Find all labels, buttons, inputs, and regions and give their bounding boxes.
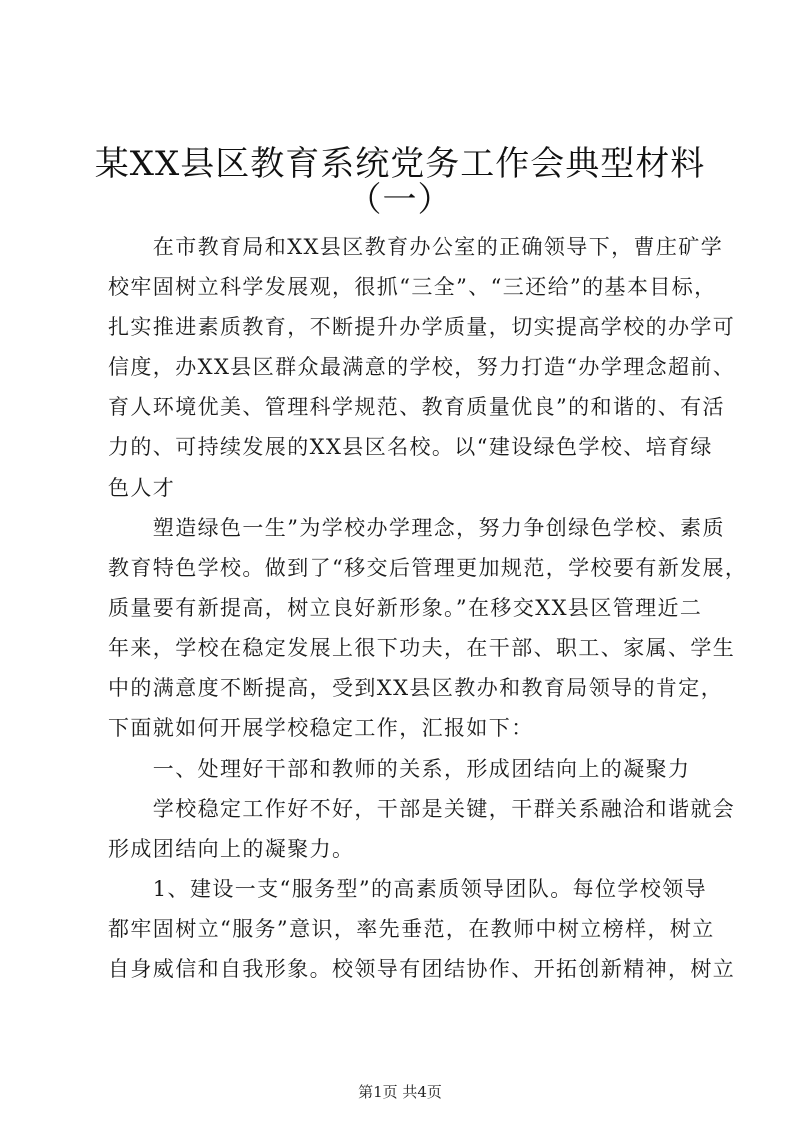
body-line-17: 都牢固树立“服务”意识，率先垂范，在教师中树立榜样，树立 xyxy=(108,917,715,941)
body-line-10: 质量要有新提高，树立良好新形象。”在移交XX县区管理近二 xyxy=(108,596,703,620)
body-line-14: 学校稳定工作好不好，干部是关键，干群关系融洽和谐就会 xyxy=(108,797,736,821)
body-line-5: 育人环境优美、管理科学规范、教育质量优良”的和谐的、有活 xyxy=(108,395,725,419)
body-line-18: 自身威信和自我形象。校领导有团结协作、开拓创新精神，树立 xyxy=(108,957,736,981)
body-line-13: 下面就如何开展学校稳定工作，汇报如下： xyxy=(108,716,534,740)
body-line-3: 扎实推进素质教育，不断提升办学质量，切实提高学校的办学可 xyxy=(108,315,736,339)
body-line-11: 年来，学校在稳定发展上很下功夫，在干部、职工、家属、学生 xyxy=(108,636,736,660)
document-subtitle: （一） xyxy=(347,180,453,220)
body-line-7: 色人才 xyxy=(108,476,176,500)
body-line-12: 中的满意度不断提高，受到XX县区教办和教育局领导的肯定， xyxy=(108,676,724,700)
body-line-1: 在市教育局和XX县区教育办公室的正确领导下，曹庄矿学 xyxy=(108,235,724,259)
body-line-2: 校牢固树立科学发展观，很抓“三全”、“三还给”的基本目标， xyxy=(108,275,717,299)
page-number: 第1页 共4页 xyxy=(358,1083,442,1101)
section-heading-1: 一、处理好干部和教师的关系，形成团结向上的凝聚力 xyxy=(108,757,691,781)
body-line-9: 教育特色学校。做到了“移交后管理更加规范，学校要有新发展， xyxy=(108,556,748,580)
body-line-16: 1、建设一支“服务型”的高素质领导团队。每位学校领导 xyxy=(108,877,708,901)
body-line-4: 信度，办XX县区群众最满意的学校，努力打造“办学理念超前、 xyxy=(108,355,736,379)
body-line-8: 塑造绿色一生”为学校办学理念，努力争创绿色学校、素质 xyxy=(108,516,725,540)
body-line-6: 力的、可持续发展的XX县区名校。以“建设绿色学校、培育绿 xyxy=(108,435,713,459)
document-title: 某XX县区教育系统党务工作会典型材料 xyxy=(94,144,706,184)
body-line-15: 形成团结向上的凝聚力。 xyxy=(108,837,355,861)
